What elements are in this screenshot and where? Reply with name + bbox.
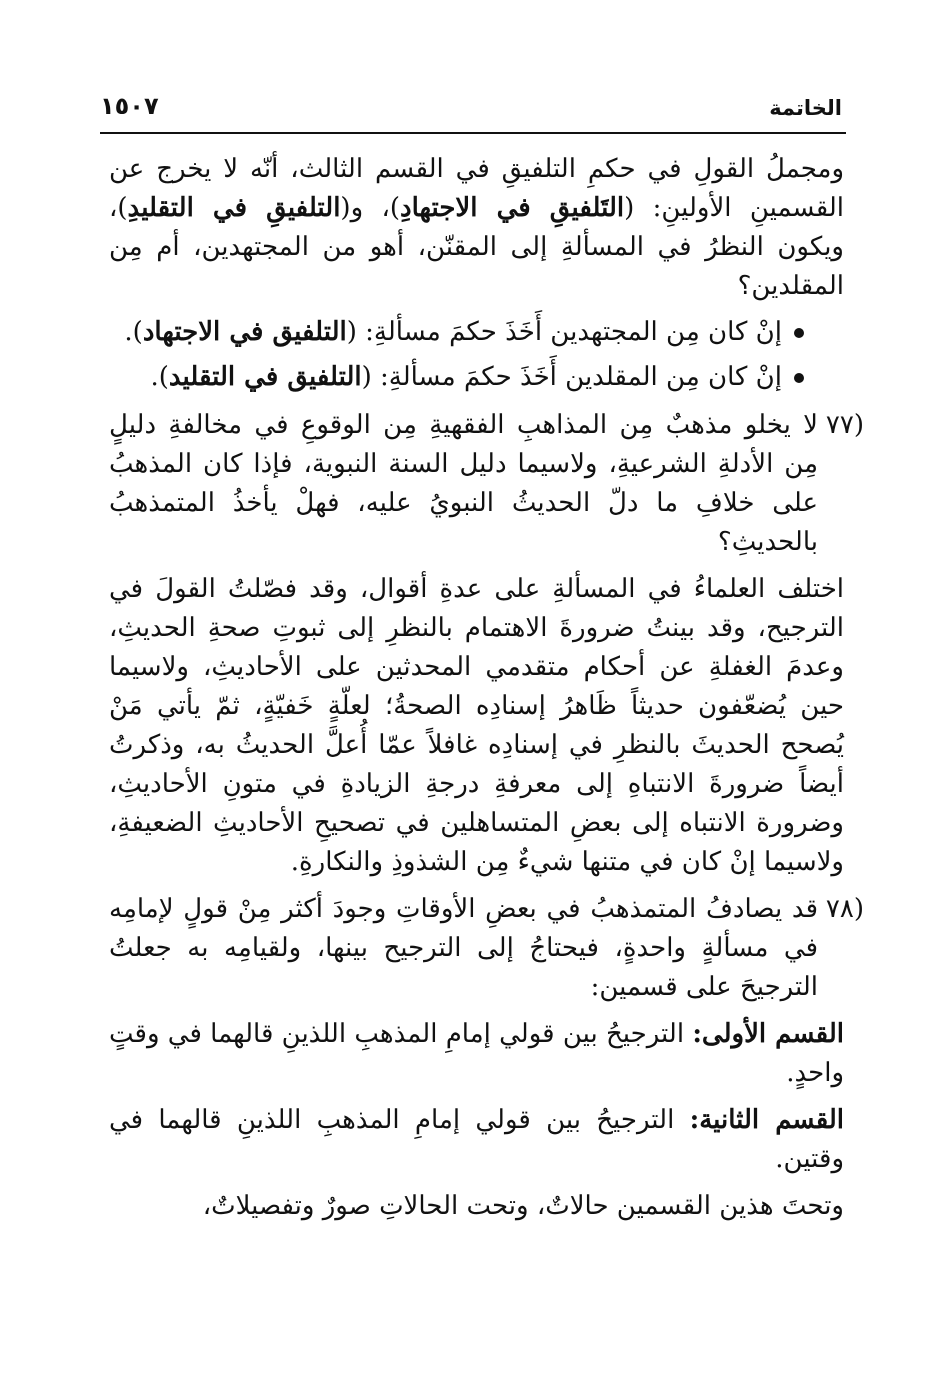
item-77 xyxy=(109,406,864,562)
bullet-text: إنْ كان مِن المجتهدين أَخَذَ حكمَ مسألةِ: ( xyxy=(346,317,782,347)
item-78-number: ٧٨) xyxy=(825,894,864,924)
part-one xyxy=(109,1015,844,1093)
part-two xyxy=(109,1101,844,1179)
part-two-label: القسم الثانية: xyxy=(689,1105,844,1135)
part-one-text: الترجيحُ بين قولي إمامِ المذهبِ اللذينِ قالهما في وقتٍ واحدٍ. xyxy=(109,1019,844,1088)
page-body xyxy=(109,150,864,1226)
bullet-dot-icon xyxy=(794,373,804,383)
page-number: ١٥٠٧ xyxy=(100,92,159,120)
bullet-dot-icon xyxy=(794,328,804,338)
intro-text-2: )، و( xyxy=(340,193,400,223)
intro-text-3: )، ويكون النظرُ في المسألةِ إلى المقنّن، أهو من المجتهدين، أم مِن المقلدين؟ xyxy=(109,193,844,301)
item-78 xyxy=(109,890,864,1007)
bullet-text: إنْ كان مِن المقلدين أَخَذَ حكمَ مسألةِ: ( xyxy=(361,362,782,392)
bullet-list xyxy=(109,310,844,400)
intro-text-1: ومجملُ القولِ في حكمِ التلفيقِ في القسم الثالث، أنّه لا يخرج عن القسمينِ الأولينِ: ( xyxy=(109,154,845,223)
closing-paragraph: وتحتَ هذين القسمين حالاتٌ، وتحت الحالاتِ صورٌ وتفصيلاتٌ، xyxy=(202,1191,844,1221)
bullet-item xyxy=(109,355,804,400)
running-header-title: الخاتمة xyxy=(769,96,842,120)
header-rule xyxy=(100,132,846,134)
item-77-answer: اختلف العلماءُ في المسألةِ على عدةِ أقوال، وقد فصّلتُ القولَ في الترجيح، وقد بينتُ ضرورةَ الاهتمام بالنظرِ إلى ثبوتِ صحةِ الحديثِ، وعدمَ الغفلةِ عن أحكام متقدمي المحدثين على الأحاديثِ، ولاسيما حين يُضعّفون حديثاً ظَاهرُ إسنادِه الصحةُ؛ لعلّةٍ خَفيّةٍ، ثمّ يأتي مَنْ يُصحح الحديثَ بالنظرِ في إسنادِه غافلاً عمّا أُعلَّ الحديثُ به، وذكرتُ أيضاً ضرورةَ الانتباهِ إلى معرفةِ درجةِ الزيادةِ في متونِ الأحاديثِ، وضرورة الانتباه إلى بعضِ المتساهلين في تصحيحِ الأحاديثِ الضعيفةِ، ولاسيما إنْ كان في متنها شيءٌ مِن الشذوذِ والنكارةِ. xyxy=(109,574,844,877)
bullet-end: ). xyxy=(124,317,143,347)
bullet-bold: التلفيق في الاجتهاد xyxy=(142,317,347,347)
intro-bold-1: التَلفيقِ في الاجتهادِ xyxy=(400,193,625,223)
item-78-question: قد يصادفُ المتمذهبُ في بعضِ الأوقاتِ وجودَ أكثر مِنْ قولٍ لإمامِه في مسألةٍ واحدةٍ، فيحتاجُ إلى الترجيح بينها، ولقيامِه به جعلتُ الترجيحَ على قسمين: xyxy=(109,894,818,1002)
intro-bold-2: التلفيقِ في التقليدِ xyxy=(127,193,341,223)
bullet-item xyxy=(109,310,804,355)
part-one-label: القسم الأولى: xyxy=(692,1019,844,1049)
bullet-bold: التلفيق في التقليد xyxy=(168,362,362,392)
bullet-end: ). xyxy=(150,362,169,392)
item-77-question: لا يخلو مذهبٌ مِن المذاهبِ الفقهيةِ مِن الوقوعِ في مخالفةِ دليلٍ مِن الأدلةِ الشرعيةِ، ولاسيما دليل السنة النبوية، فإذا كان المذهبُ على خلافِ ما دلّ الحديثُ النبويُ عليه، فهلْ يأخذُ المتمذهبُ بالحديثِ؟ xyxy=(109,410,818,557)
part-two-text: الترجيحُ بين قولي إمامِ المذهبِ اللذينِ قالهما في وقتين. xyxy=(109,1105,844,1174)
item-77-number: ٧٧) xyxy=(825,410,864,440)
intro-paragraph xyxy=(109,150,844,306)
